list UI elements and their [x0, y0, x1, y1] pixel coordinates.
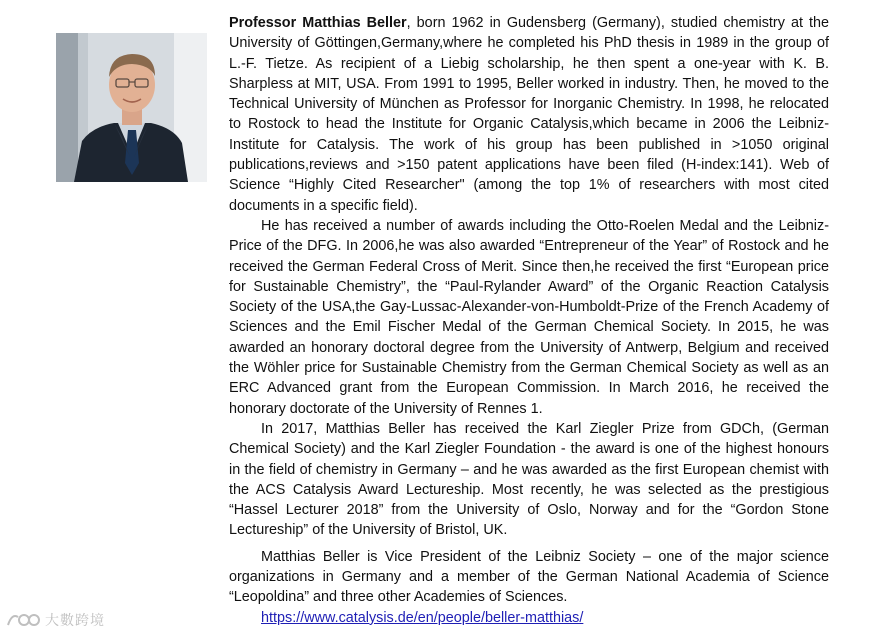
watermark: [6, 608, 105, 632]
intro-paragraph: [229, 13, 829, 216]
awards-paragraph: He has received a number of awards including the Otto-Roelen Medal and the Leibniz-Price of the DFG. In 2006,he was also awarded “Entrepreneur of the Year” of Rostock and he received the German Federal Cross of Merit. Since then,he received the first “European price for Sustainable Chemistry”, the “Paul-Rylander Award” of the Organic Reaction Catalysis Society of the USA,the Gay-Lussac-Alexander-von-Humboldt-Prize of the French Academy of Sciences and the Emil Fischer Medal of the German Chemical Society. In 2015, he was awarded an honorary doctoral degree from the University of Antwerp, Belgium and received the Wöhler price for Sustainable Chemistry from the German Chemical Society as well as an ERC Advanced grant from the European Commission. In March 2016, he received the honorary doctorate of the University of Rennes 1.: [229, 217, 829, 417]
professor-name: Professor Matthias Beller: [229, 15, 407, 31]
recent-awards-paragraph: In 2017, Matthias Beller has received the Karl Ziegler Prize from GDCh, (German Chemical Society) and the Karl Ziegler Foundation - the award is one of the highest honours in the field of chemistry in Germany – and he was awarded as the first European chemist with the ACS Catalysis Award Lectureship. Most recently, he was selected as the prestigious “Hassel Lecturer 2018” from the University of Oslo, Norway and for the “Gordon Stone Lectureship” of the University of Bristol, UK.: [229, 420, 829, 539]
brand-logo-icon: [6, 611, 40, 629]
profile-photo: [56, 33, 207, 182]
society-paragraph: Matthias Beller is Vice President of the Leibniz Society – one of the major science organizations in Germany and a member of the German National Academia of Science “Leopoldina” and three other Academies of Sciences.: [229, 548, 829, 606]
intro-text: , born 1962 in Gudensberg (Germany), studied chemistry at the University of Göttingen,Germany,where he completed his PhD thesis in 1989 in the group of L.-F. Tietze. As recipient of a Liebig scholarship, he then spent a one-year with K. B. Sharpless at MIT, USA. From 1991 to 1995, Beller worked in industry. Then, he moved to the Technical University of München as Professor for Inorganic Chemistry. In 1998, he relocated to Rostock to head the Institute for Organic Catalysis,which became in 2006 the Leibniz-Institute for Catalysis. The work of his group has been published in >1050 original publications,reviews and >150 patent applications have been filed (H-index:141). Web of Science “Highly Cited Researcher" (among the top 1% of researchers with most cited documents in a specific field).: [229, 15, 829, 214]
watermark-text: 大數跨境: [45, 613, 105, 629]
biography: [229, 13, 829, 628]
profile-link[interactable]: https://www.catalysis.de/en/people/beller-matthias/: [261, 609, 584, 626]
link-line: [229, 608, 829, 628]
